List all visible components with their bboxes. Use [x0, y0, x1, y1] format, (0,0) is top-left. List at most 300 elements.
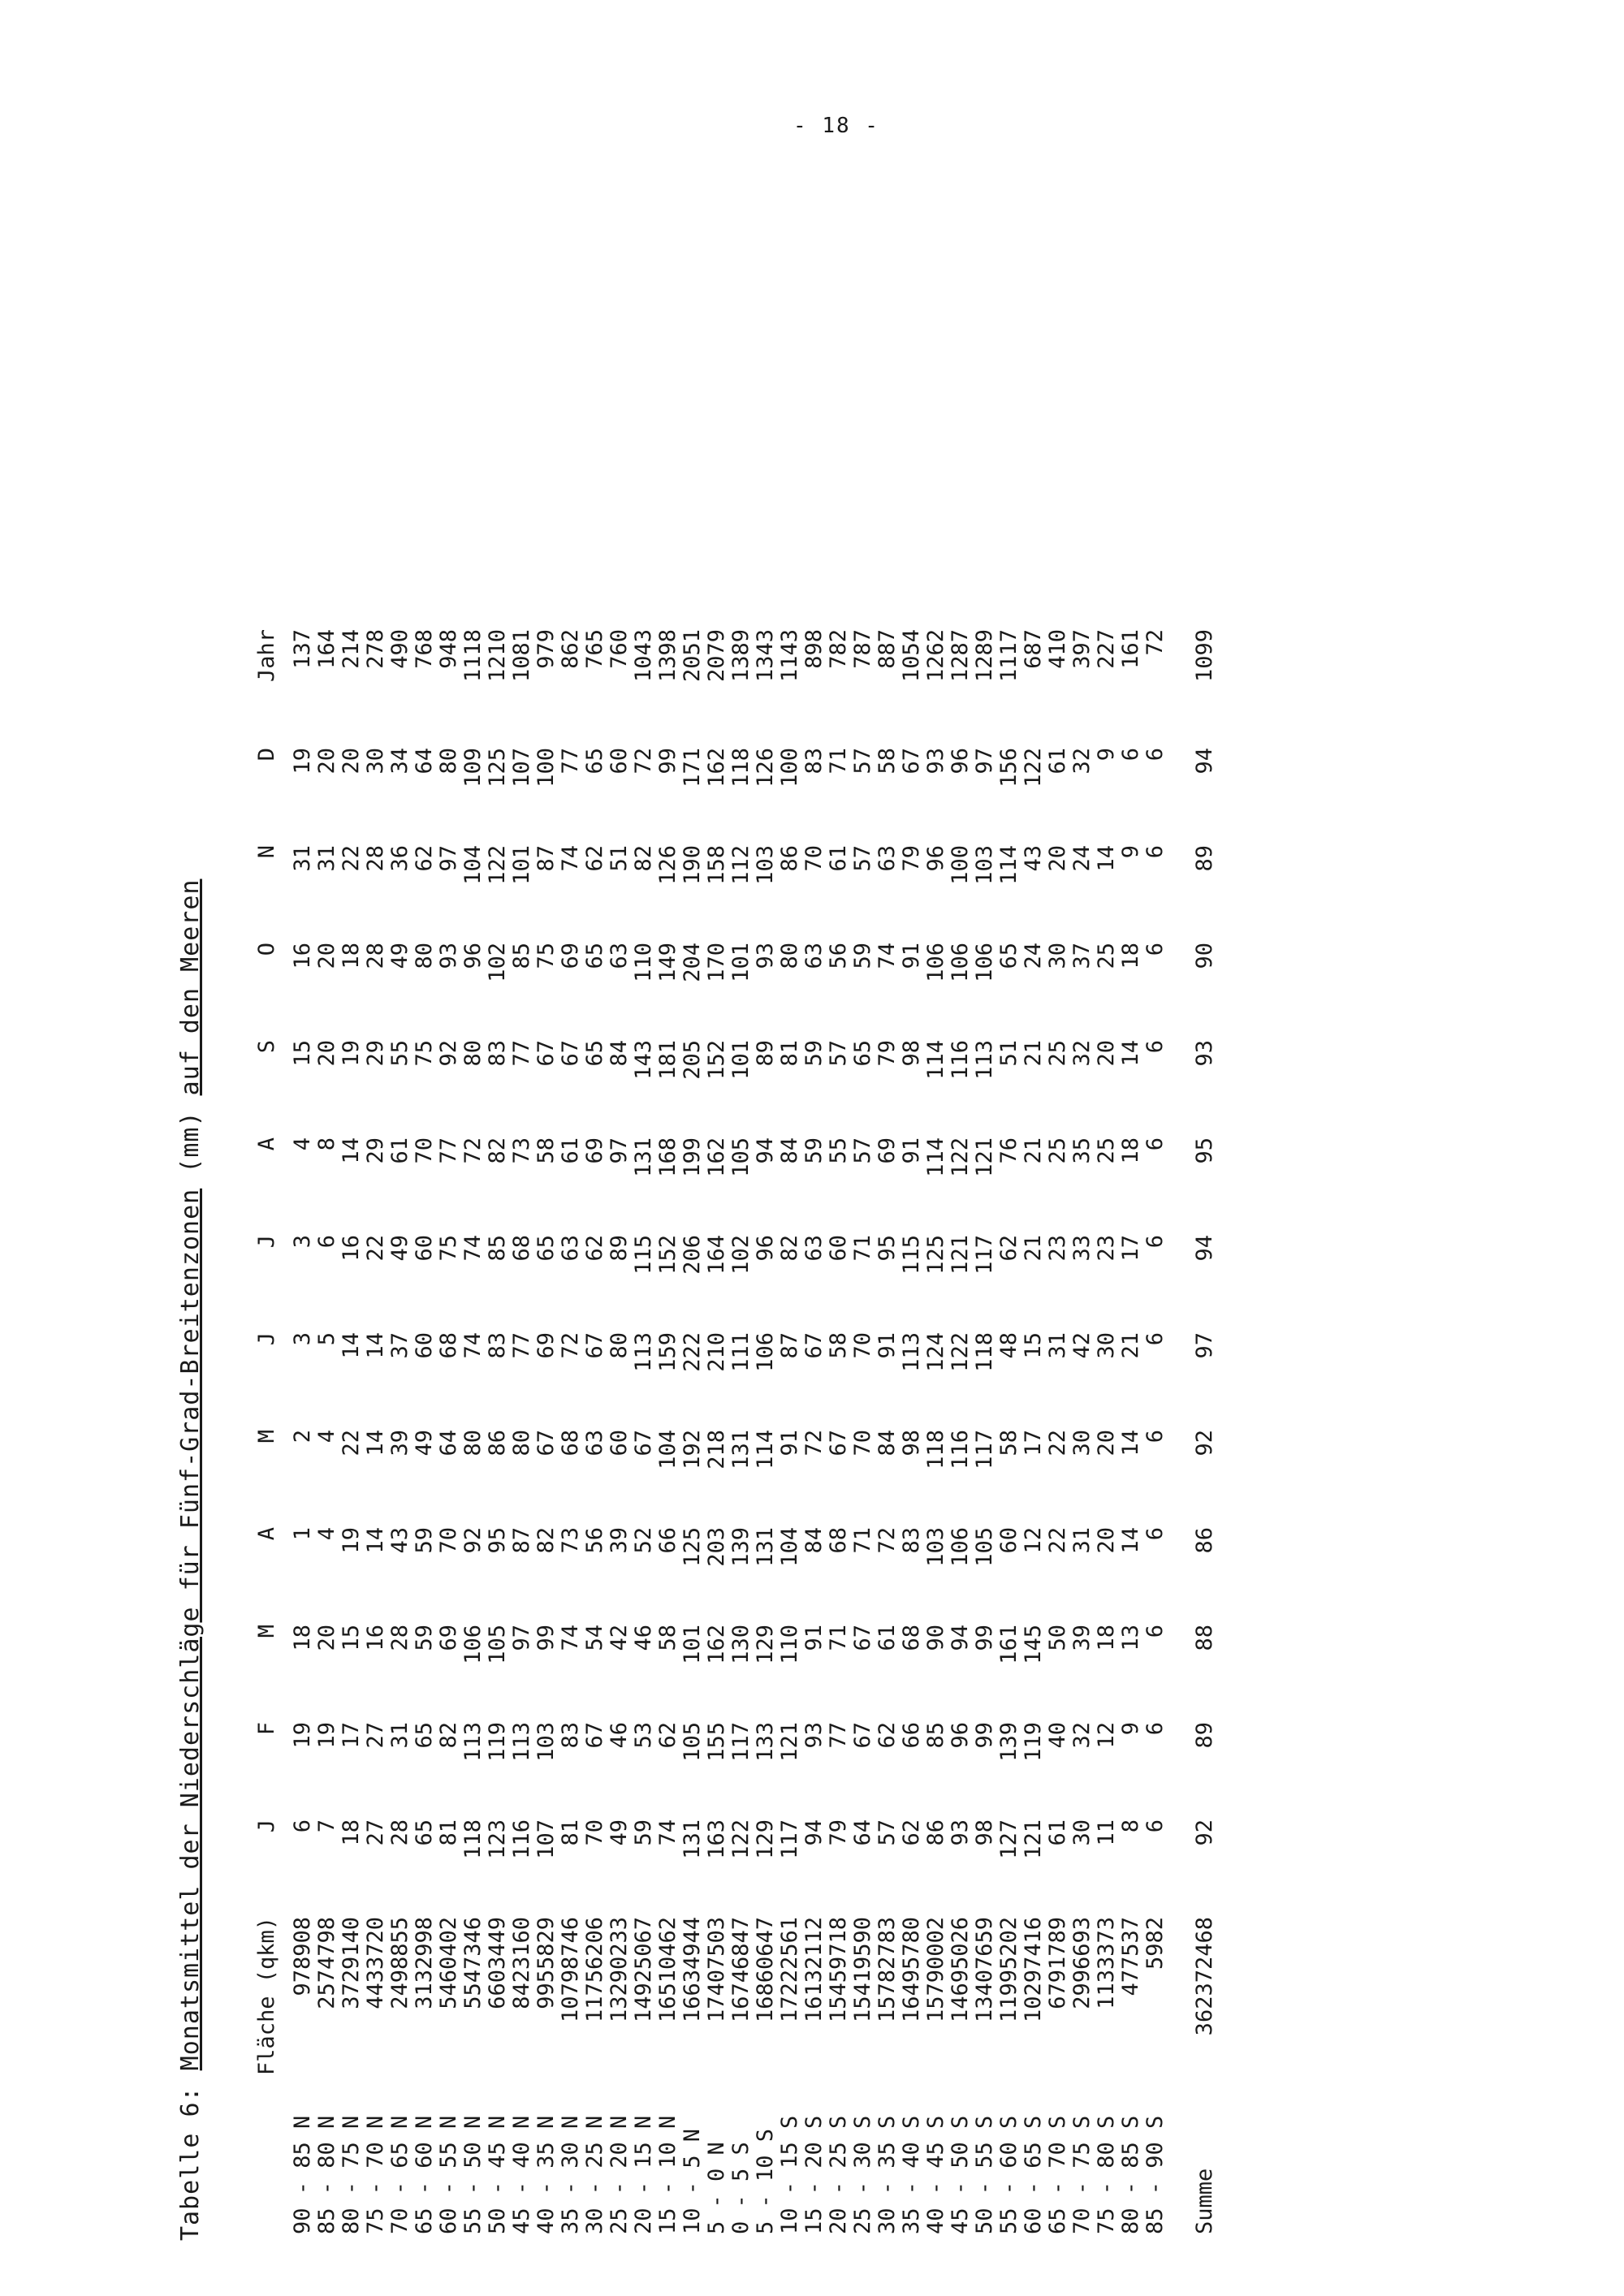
month-cell: 67 — [631, 1430, 656, 1457]
year-cell: 979 — [533, 629, 559, 669]
table-title-suffix: auf den Meeren — [176, 878, 205, 1096]
month-cell: 85 — [509, 943, 534, 969]
month-cell: 77 — [436, 1137, 461, 1164]
month-cell: 18 — [1094, 1625, 1119, 1651]
month-cell: 14 — [1118, 1430, 1143, 1457]
month-cell: 14 — [363, 1430, 388, 1457]
month-cell: 51 — [607, 845, 632, 872]
area-cell: 8423160 — [509, 1917, 534, 2009]
month-cell: 94 — [1192, 748, 1217, 775]
table-row — [875, 623, 900, 2241]
year-cell: 1118 — [460, 629, 486, 683]
month-cell: 105 — [485, 1625, 510, 1664]
month-cell: 5 — [314, 1332, 339, 1346]
month-cell: 59 — [412, 1625, 437, 1651]
page-number: - 18 - — [793, 114, 879, 138]
month-cell: 168 — [655, 1137, 680, 1177]
month-cell: 62 — [655, 1722, 680, 1749]
month-cell: 95 — [1192, 1137, 1217, 1164]
month-cell: 88 — [1192, 1625, 1217, 1651]
month-cell: 50 — [1045, 1625, 1070, 1651]
table-title — [166, 879, 215, 2241]
month-cell: 101 — [728, 1040, 754, 1080]
table-row — [973, 623, 997, 2241]
month-cell: 15 — [339, 1625, 364, 1651]
month-cell: 20 — [339, 748, 364, 775]
month-cell: 149 — [655, 943, 680, 982]
month-cell: 131 — [728, 1430, 754, 1470]
month-cell: 92 — [436, 1040, 461, 1067]
month-cell: 81 — [436, 1819, 461, 1846]
month-cell: 3 — [290, 1235, 315, 1249]
month-cell: 57 — [850, 845, 875, 872]
column-header: N — [254, 845, 279, 859]
month-cell: 22 — [1045, 1430, 1070, 1457]
month-cell: 18 — [290, 1625, 315, 1651]
zone-cell: 85 - 90 S — [1142, 2115, 1168, 2234]
month-cell: 73 — [509, 1137, 534, 1164]
zone-cell: 50 - 45 N — [485, 2115, 510, 2234]
year-cell: 137 — [290, 629, 315, 669]
month-cell: 18 — [339, 943, 364, 969]
month-cell: 65 — [582, 748, 607, 775]
month-cell: 73 — [558, 1527, 583, 1554]
month-cell: 6 — [1142, 1040, 1168, 1054]
month-cell: 72 — [875, 1527, 900, 1554]
month-cell: 53 — [631, 1722, 656, 1749]
month-cell: 170 — [704, 943, 729, 982]
month-cell: 118 — [923, 1430, 948, 1470]
table-row — [705, 623, 729, 2241]
month-cell: 49 — [387, 1235, 412, 1262]
month-cell: 103 — [972, 845, 997, 885]
area-cell: 11995202 — [996, 1917, 1021, 2023]
month-cell: 31 — [1069, 1527, 1095, 1554]
area-cell: 16132112 — [801, 1917, 827, 2023]
month-cell: 80 — [436, 748, 461, 775]
month-cell: 67 — [850, 1625, 875, 1651]
month-cell: 83 — [801, 748, 827, 775]
month-cell: 49 — [387, 943, 412, 969]
month-cell: 118 — [728, 748, 754, 788]
month-cell: 65 — [582, 1040, 607, 1067]
month-cell: 72 — [558, 1332, 583, 1359]
month-cell: 89 — [1192, 1722, 1217, 1749]
year-cell: 787 — [850, 629, 875, 669]
month-cell: 72 — [631, 748, 656, 775]
month-cell: 222 — [680, 1332, 705, 1372]
month-cell: 117 — [728, 1722, 754, 1762]
zone-cell: 5 - 0 N — [704, 2142, 729, 2234]
zone-cell: 15 - 10 N — [655, 2115, 680, 2234]
month-cell: 79 — [875, 1040, 900, 1067]
month-cell: 23 — [1045, 1235, 1070, 1262]
month-cell: 74 — [558, 845, 583, 872]
month-cell: 35 — [1069, 1137, 1095, 1164]
month-cell: 70 — [412, 1137, 437, 1164]
month-cell: 105 — [680, 1722, 705, 1762]
month-cell: 69 — [875, 1137, 900, 1164]
month-cell: 71 — [850, 1235, 875, 1262]
month-cell: 70 — [436, 1527, 461, 1554]
month-cell: 74 — [655, 1819, 680, 1846]
month-cell: 96 — [460, 943, 486, 969]
month-cell: 30 — [1069, 1430, 1095, 1457]
month-cell: 82 — [777, 1235, 802, 1262]
month-cell: 101 — [680, 1625, 705, 1664]
month-cell: 85 — [485, 1235, 510, 1262]
month-cell: 152 — [704, 1040, 729, 1080]
month-cell: 116 — [948, 1040, 973, 1080]
year-cell: 490 — [387, 629, 412, 669]
zone-cell: 50 - 55 S — [972, 2115, 997, 2234]
month-cell: 19 — [339, 1527, 364, 1554]
year-cell: 1143 — [777, 629, 802, 683]
month-cell: 113 — [509, 1722, 534, 1762]
zone-cell: 40 - 45 S — [923, 2115, 948, 2234]
month-cell: 19 — [339, 1040, 364, 1067]
table-row — [315, 623, 339, 2241]
table-title-main: Monatsmittel der Niederschläge für Fünf-Grad-Breitenzonen — [176, 1188, 205, 2071]
month-cell: 79 — [826, 1819, 851, 1846]
zone-cell: Summe — [1192, 2168, 1217, 2234]
month-cell: 27 — [363, 1819, 388, 1846]
year-cell: 2079 — [704, 629, 729, 683]
month-cell: 122 — [728, 1819, 754, 1859]
month-cell: 115 — [899, 1235, 924, 1275]
month-cell: 62 — [875, 1722, 900, 1749]
area-cell: 1133373 — [1094, 1917, 1119, 2009]
month-cell: 72 — [460, 1137, 486, 1164]
month-cell: 93 — [1192, 1040, 1217, 1067]
year-cell: 687 — [1021, 629, 1046, 669]
spacer-row — [1168, 623, 1190, 2241]
area-cell: 17407503 — [704, 1917, 729, 2023]
month-cell: 64 — [412, 748, 437, 775]
month-cell: 118 — [972, 1332, 997, 1372]
area-cell: 11756206 — [582, 1917, 607, 2023]
month-cell: 131 — [680, 1819, 705, 1859]
month-cell: 91 — [875, 1332, 900, 1359]
month-cell: 87 — [777, 1332, 802, 1359]
month-cell: 61 — [1045, 1819, 1070, 1846]
month-cell: 55 — [826, 1137, 851, 1164]
month-cell: 89 — [753, 1040, 778, 1067]
year-cell: 1081 — [509, 629, 534, 683]
table-row — [656, 623, 680, 2241]
month-cell: 28 — [363, 845, 388, 872]
zone-cell: 70 - 75 S — [1069, 2115, 1095, 2234]
month-cell: 129 — [753, 1819, 778, 1859]
year-cell: 397 — [1069, 629, 1095, 669]
month-cell: 6 — [1142, 1722, 1168, 1736]
month-cell: 33 — [1069, 1235, 1095, 1262]
month-cell: 68 — [826, 1527, 851, 1554]
table-title-unit: (mm) — [176, 1111, 205, 1173]
month-cell: 31 — [1045, 1332, 1070, 1359]
month-cell: 113 — [899, 1332, 924, 1372]
month-cell: 94 — [753, 1137, 778, 1164]
month-cell: 67 — [850, 1722, 875, 1749]
month-cell: 77 — [509, 1040, 534, 1067]
month-cell: 139 — [996, 1722, 1021, 1762]
month-cell: 69 — [582, 1137, 607, 1164]
month-cell: 18 — [1118, 1137, 1143, 1164]
month-cell: 63 — [558, 1235, 583, 1262]
month-cell: 28 — [387, 1819, 412, 1846]
month-cell: 127 — [996, 1819, 1021, 1859]
month-cell: 77 — [509, 1332, 534, 1359]
month-cell: 103 — [753, 845, 778, 885]
month-cell: 65 — [850, 1040, 875, 1067]
month-cell: 67 — [826, 1430, 851, 1457]
table-row — [583, 623, 607, 2241]
month-cell: 34 — [387, 748, 412, 775]
month-cell: 89 — [607, 1235, 632, 1262]
month-cell: 125 — [680, 1527, 705, 1567]
zone-cell: 75 - 80 S — [1094, 2115, 1119, 2234]
month-cell: 6 — [1142, 1819, 1168, 1833]
month-cell: 107 — [509, 748, 534, 788]
month-cell: 22 — [1045, 1527, 1070, 1554]
year-cell: 862 — [558, 629, 583, 669]
month-cell: 75 — [533, 943, 559, 969]
month-cell: 122 — [948, 1137, 973, 1177]
month-cell: 190 — [680, 845, 705, 885]
month-cell: 12 — [1094, 1722, 1119, 1749]
month-cell: 91 — [899, 943, 924, 969]
month-cell: 64 — [436, 1430, 461, 1457]
month-cell: 106 — [460, 1625, 486, 1664]
month-cell: 67 — [533, 1040, 559, 1067]
month-cell: 106 — [972, 943, 997, 982]
summary-row — [1190, 623, 1220, 2241]
month-cell: 20 — [314, 943, 339, 969]
month-cell: 17 — [1021, 1430, 1046, 1457]
month-cell: 71 — [826, 748, 851, 775]
month-cell: 20 — [1094, 1040, 1119, 1067]
area-cell: 10798746 — [558, 1917, 583, 2023]
month-cell: 9 — [1118, 1722, 1143, 1736]
month-cell: 18 — [1118, 943, 1143, 969]
month-cell: 58 — [655, 1625, 680, 1651]
month-cell: 40 — [1045, 1722, 1070, 1749]
month-cell: 7 — [314, 1819, 339, 1833]
table-row — [534, 623, 559, 2241]
year-cell: 1117 — [996, 629, 1021, 683]
area-cell: 5982 — [1142, 1917, 1168, 1970]
area-cell: 9955829 — [533, 1917, 559, 2009]
year-cell: 1054 — [899, 629, 924, 683]
month-cell: 90 — [1192, 943, 1217, 969]
month-cell: 91 — [801, 1625, 827, 1651]
month-cell: 6 — [1142, 1625, 1168, 1638]
month-cell: 98 — [899, 1430, 924, 1457]
month-cell: 119 — [485, 1722, 510, 1762]
month-cell: 12 — [1021, 1527, 1046, 1554]
table-row — [729, 623, 754, 2241]
month-cell: 20 — [1094, 1430, 1119, 1457]
month-cell: 14 — [363, 1527, 388, 1554]
zone-cell: 30 - 35 S — [875, 2115, 900, 2234]
month-cell: 21 — [1118, 1332, 1143, 1359]
month-cell: 6 — [1142, 1235, 1168, 1249]
zone-cell: 80 - 75 N — [339, 2115, 364, 2234]
month-cell: 8 — [1118, 1819, 1143, 1833]
month-cell: 111 — [728, 1332, 754, 1372]
month-cell: 121 — [1021, 1819, 1046, 1859]
month-cell: 4 — [314, 1430, 339, 1444]
month-cell: 21 — [1021, 1235, 1046, 1262]
month-cell: 37 — [1069, 943, 1095, 969]
month-cell: 84 — [875, 1430, 900, 1457]
month-cell: 11 — [1094, 1819, 1119, 1846]
month-cell: 131 — [753, 1527, 778, 1567]
table-row — [802, 623, 827, 2241]
year-cell: 782 — [826, 629, 851, 669]
month-cell: 67 — [582, 1722, 607, 1749]
month-cell: 97 — [607, 1137, 632, 1164]
month-cell: 1 — [290, 1527, 315, 1541]
month-cell: 14 — [339, 1332, 364, 1359]
month-cell: 203 — [704, 1527, 729, 1567]
month-cell: 84 — [607, 1040, 632, 1067]
month-cell: 57 — [875, 1819, 900, 1846]
month-cell: 83 — [485, 1040, 510, 1067]
area-cell: 2996693 — [1069, 1917, 1095, 2009]
month-cell: 61 — [387, 1137, 412, 1164]
month-cell: 66 — [899, 1722, 924, 1749]
month-cell: 62 — [412, 845, 437, 872]
month-cell: 39 — [1069, 1625, 1095, 1651]
month-cell: 218 — [704, 1430, 729, 1470]
area-cell: 15782783 — [875, 1917, 900, 2023]
month-cell: 158 — [704, 845, 729, 885]
table-row — [632, 623, 656, 2241]
month-cell: 93 — [948, 1819, 973, 1846]
month-cell: 90 — [923, 1625, 948, 1651]
month-cell: 27 — [363, 1722, 388, 1749]
month-cell: 65 — [533, 1235, 559, 1262]
month-cell: 95 — [485, 1527, 510, 1554]
month-cell: 109 — [460, 748, 486, 788]
month-cell: 58 — [875, 748, 900, 775]
month-cell: 66 — [655, 1527, 680, 1554]
year-cell: 1398 — [655, 629, 680, 683]
month-cell: 28 — [363, 943, 388, 969]
year-cell: 768 — [412, 629, 437, 669]
month-cell: 63 — [582, 1430, 607, 1457]
month-cell: 70 — [850, 1430, 875, 1457]
month-cell: 29 — [363, 1137, 388, 1164]
month-cell: 93 — [436, 943, 461, 969]
zone-cell: 65 - 70 S — [1045, 2115, 1070, 2234]
month-cell: 75 — [412, 1040, 437, 1067]
zone-cell: 80 - 85 S — [1118, 2115, 1143, 2234]
month-cell: 206 — [680, 1235, 705, 1275]
table-row — [412, 623, 437, 2241]
month-cell: 104 — [777, 1527, 802, 1567]
month-cell: 31 — [387, 1722, 412, 1749]
month-cell: 4 — [290, 1137, 315, 1151]
month-cell: 71 — [850, 1527, 875, 1554]
table-row — [291, 623, 315, 2241]
table-row — [948, 623, 973, 2241]
table-row — [680, 623, 705, 2241]
spacer-cell — [1168, 623, 1190, 2241]
month-cell: 62 — [582, 845, 607, 872]
month-cell: 60 — [826, 1235, 851, 1262]
month-cell: 199 — [680, 1137, 705, 1177]
month-cell: 155 — [704, 1722, 729, 1762]
month-cell: 74 — [558, 1625, 583, 1651]
month-cell: 124 — [923, 1332, 948, 1372]
month-cell: 126 — [753, 748, 778, 788]
column-header: J — [254, 1235, 279, 1249]
month-cell: 46 — [631, 1625, 656, 1651]
table-row — [778, 623, 802, 2241]
area-cell: 14925067 — [631, 1917, 656, 2023]
month-cell: 131 — [631, 1137, 656, 1177]
month-cell: 163 — [704, 1819, 729, 1859]
month-cell: 9 — [1094, 748, 1119, 762]
month-cell: 68 — [509, 1235, 534, 1262]
month-cell: 106 — [948, 1527, 973, 1567]
year-cell: 948 — [436, 629, 461, 669]
month-cell: 161 — [996, 1625, 1021, 1664]
table-row — [924, 623, 948, 2241]
month-cell: 56 — [826, 943, 851, 969]
zone-cell: 15 - 20 S — [801, 2115, 827, 2234]
year-cell: 161 — [1118, 629, 1143, 669]
month-cell: 97 — [972, 748, 997, 775]
area-cell: 362372468 — [1192, 1917, 1217, 2036]
month-cell: 125 — [923, 1235, 948, 1275]
rotated-content — [166, 227, 1433, 2241]
month-cell: 59 — [801, 1040, 827, 1067]
month-cell: 93 — [923, 748, 948, 775]
month-cell: 20 — [314, 1040, 339, 1067]
zone-cell: 60 - 65 S — [1021, 2115, 1046, 2234]
month-cell: 61 — [558, 1137, 583, 1164]
month-cell: 84 — [801, 1527, 827, 1554]
month-cell: 112 — [728, 845, 754, 885]
month-cell: 6 — [1142, 1430, 1168, 1444]
zone-cell: 5 - 10 S — [753, 2128, 778, 2234]
month-cell: 17 — [1118, 1235, 1143, 1262]
month-cell: 122 — [948, 1332, 973, 1372]
zone-cell: 10 - 15 S — [777, 2115, 802, 2234]
month-cell: 42 — [607, 1625, 632, 1651]
year-cell: 2051 — [680, 629, 705, 683]
table-row — [1021, 623, 1046, 2241]
month-cell: 74 — [460, 1332, 486, 1359]
area-cell: 5460402 — [436, 1917, 461, 2009]
area-cell: 16860647 — [753, 1917, 778, 2023]
area-cell: 10297416 — [1021, 1917, 1046, 2023]
month-cell: 20 — [314, 1625, 339, 1651]
column-header: M — [254, 1625, 279, 1638]
year-cell: 278 — [363, 629, 388, 669]
zone-cell: 55 - 60 S — [996, 2115, 1021, 2234]
month-cell: 101 — [728, 943, 754, 982]
month-cell: 70 — [801, 845, 827, 872]
month-cell: 96 — [948, 1722, 973, 1749]
table-row — [339, 623, 364, 2241]
month-cell: 94 — [801, 1819, 827, 1846]
month-cell: 19 — [290, 1722, 315, 1749]
month-cell: 97 — [509, 1625, 534, 1651]
